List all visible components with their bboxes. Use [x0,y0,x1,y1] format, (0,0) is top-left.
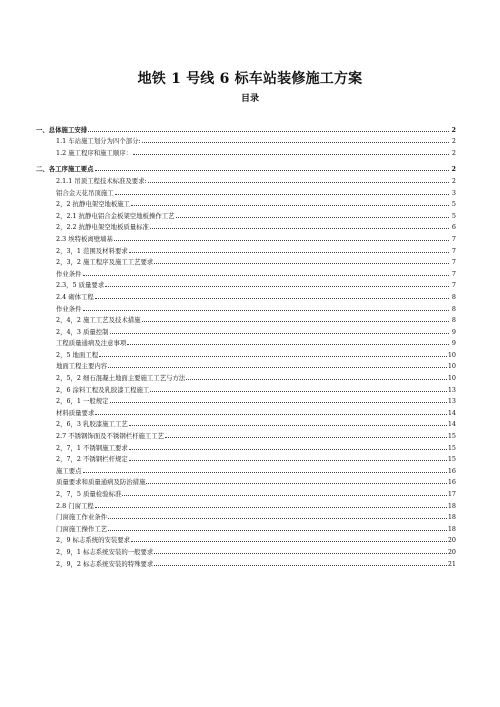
toc-entry[interactable] [36,231,456,243]
toc-entry-page: 16 [447,466,456,475]
toc-dot-leader [108,530,447,531]
toc-entry-page: 15 [447,443,456,452]
toc-entry[interactable] [36,324,456,336]
table-of-contents [36,122,456,568]
toc-entry-page: 7 [451,269,456,278]
toc-entry-title: 1.2 施工程序和施工顺序： [56,148,133,157]
toc-entry-page: 9 [451,339,456,348]
toc-dot-leader [165,437,447,438]
toc-dot-leader [186,379,447,380]
toc-entry-title: 2，6，3 乳胶漆施工工艺 [56,420,128,429]
toc-entry[interactable] [36,336,456,348]
toc-entry-page: 9 [451,327,456,336]
toc-entry-title: 2，5 地面工程 [56,350,99,359]
toc-entry[interactable] [36,313,456,325]
toc-dot-leader [148,182,449,183]
toc-entry-page: 16 [447,478,456,487]
toc-dot-leader [129,252,449,253]
toc-entry-title: 2.1.1 吊顶工程技术标准及要求: [56,176,147,185]
toc-dot-leader [127,344,449,345]
toc-entry[interactable] [36,498,456,510]
toc-entry-page: 20 [447,547,456,556]
toc-dot-leader [110,333,449,334]
toc-entry[interactable] [36,347,456,359]
toc-dot-leader [99,356,447,357]
toc-entry-title: 质量要求和质量通病及防治措施 [56,478,146,487]
toc-entry-title: 2，5，2 细石混凝土地面主要施工工艺与方法 [56,374,186,383]
toc-entry-page: 14 [447,408,456,417]
toc-entry[interactable] [36,122,456,134]
toc-dot-leader [122,495,447,496]
toc-entry-title: 2，9，2 标志系统安装的特殊要求 [56,559,154,568]
toc-dot-leader [129,449,447,450]
toc-entry-page: 10 [447,374,456,383]
toc-dot-leader [83,310,449,311]
toc-heading: 目录 [240,94,259,104]
toc-dot-leader [150,391,447,392]
toc-entry-title: 材料质量要求 [56,408,95,417]
toc-entry[interactable] [36,266,456,278]
toc-entry[interactable] [36,463,456,475]
toc-entry[interactable] [36,428,456,440]
toc-entry[interactable] [36,370,456,382]
toc-dot-leader [83,472,447,473]
toc-entry[interactable] [36,394,456,406]
toc-entry[interactable] [36,220,456,232]
toc-entry-page: 18 [447,513,456,522]
toc-entry-title: 2.3 埃特板离壁墙基 [56,234,113,243]
toc-dot-leader [114,240,449,241]
toc-dot-leader [129,425,447,426]
toc-entry-title: 2，3，2 施工程序及施工工艺要求 [56,258,154,267]
toc-entry[interactable] [36,173,456,185]
toc-dot-leader [105,286,449,287]
toc-entry-page: 8 [451,292,456,301]
toc-entry-page: 7 [451,258,456,267]
toc-entry-page: 18 [447,524,456,533]
toc-entry-title: 铝合金天花吊顶施工 [56,188,114,197]
toc-entry-title: 工程质量通病及注意事项 [56,339,127,348]
toc-entry-title: 作业条件 [56,304,82,313]
toc-dot-leader [95,298,449,299]
toc-dot-leader [150,228,449,229]
toc-entry-title: 2，4，2 施工工艺及技术措施 [56,316,141,325]
toc-entry-page: 8 [451,304,456,313]
toc-entry-title: 2，7，5 质量检验标准 [56,490,122,498]
toc-entry-title: 2，2 抗静电架空地板施工 [56,200,131,209]
toc-entry-title: 作业条件 [56,269,82,278]
toc-entry[interactable] [36,556,456,568]
toc-entry-title: 1.1 车站施工划分为四个部分: [56,137,141,146]
toc-entry-page: 5 [451,200,456,209]
toc-entry-title: 2，7，1 不锈钢施工要求 [56,443,128,452]
toc-entry[interactable] [36,382,456,394]
toc-entry-title: 2，6 涂料工程及乳胶漆工程施工 [56,385,150,394]
toc-dot-leader [146,483,446,484]
toc-entry-page: 2 [451,165,456,174]
toc-dot-leader [154,263,449,264]
toc-entry-page: 13 [447,397,456,406]
toc-entry-title: 地面工程主要内容 [56,362,108,371]
toc-entry[interactable] [36,521,456,533]
toc-dot-leader [95,507,447,508]
toc-entry[interactable] [36,475,456,487]
toc-entry[interactable] [36,301,456,313]
toc-entry-page: 2 [451,137,456,146]
toc-entry[interactable] [36,278,456,290]
toc-dot-leader [133,154,449,155]
toc-entry[interactable] [36,289,456,301]
toc-dot-leader [129,460,447,461]
toc-dot-leader [176,217,449,218]
toc-dot-leader [108,367,447,368]
toc-entry[interactable] [36,359,456,371]
toc-entry-title: 2.8 门窗工程 [56,501,94,510]
toc-entry[interactable] [36,208,456,220]
toc-entry-title: 一、总体施工安排 [36,125,88,134]
toc-entry-title: 2.4 砌体工程 [56,292,94,301]
toc-entry[interactable] [36,134,456,146]
toc-entry-page: 7 [451,281,456,290]
toc-entry-title: 2.7 不锈钢饰面及不锈钢栏杆施工工艺 [56,432,165,441]
toc-dot-leader [108,518,447,519]
toc-entry-title: 2，2.2 抗静电架空地板质量标准 [56,223,149,232]
toc-entry-title: 2，3，1 范围及材料要求 [56,246,128,255]
toc-entry-page: 2 [451,125,456,134]
toc-dot-leader [131,205,449,206]
toc-dot-leader [115,194,449,195]
toc-dot-leader [95,414,447,415]
toc-dot-leader [83,275,449,276]
toc-entry-page: 21 [447,559,456,568]
toc-entry-page: 7 [451,246,456,255]
toc-entry-title: 二、各工序施工要点 [36,165,94,174]
toc-entry[interactable] [36,185,456,197]
toc-entry-title: 2，9 标志系统的安装要求 [56,536,131,545]
toc-dot-leader [88,131,449,132]
toc-entry-title: 门窗施工操作工艺 [56,524,108,533]
toc-entry[interactable] [36,417,456,429]
toc-dot-leader [142,321,449,322]
toc-entry-title: 2，9，1 标志系统安装的一般要求 [56,547,154,556]
toc-entry[interactable] [36,544,456,556]
toc-entry[interactable] [36,510,456,522]
toc-entry-page: 3 [451,188,456,197]
toc-entry[interactable] [36,145,456,157]
toc-entry[interactable] [36,486,456,498]
toc-entry-title: 门窗施工作业条件 [56,513,108,522]
toc-entry[interactable] [36,243,456,255]
toc-entry-page: 10 [447,362,456,371]
toc-entry-title: 2，4，3 质量控制 [56,327,109,336]
toc-entry-page: 8 [451,316,456,325]
toc-dot-leader [110,402,447,403]
toc-entry-page: 14 [447,420,456,429]
toc-entry[interactable] [36,440,456,452]
toc-entry-page: 2 [451,148,456,157]
toc-dot-leader [154,565,447,566]
toc-dot-leader [131,541,447,542]
toc-entry-page: 7 [451,234,456,243]
toc-entry-page: 5 [451,211,456,220]
toc-entry-page: 17 [447,490,456,498]
toc-entry-title: 2，6，1 一般规定 [56,397,109,406]
toc-entry-page: 20 [447,536,456,545]
toc-entry-title: 2.3，5 质量要求 [56,281,105,290]
toc-entry[interactable] [36,533,456,545]
toc-entry[interactable] [36,162,456,174]
toc-dot-leader [95,170,449,171]
toc-dot-leader [154,553,447,554]
toc-entry[interactable] [36,197,456,209]
toc-entry[interactable] [36,452,456,464]
toc-entry-page: 10 [447,350,456,359]
toc-dot-leader [142,142,449,143]
toc-entry-title: 施工要点 [56,466,82,475]
toc-entry-title: 2，2.1 抗静电铝合金板架空地板操作工艺 [56,211,175,220]
toc-entry-title: 2，7，2 不锈钢栏杆规定 [56,455,128,464]
toc-entry-page: 6 [451,223,456,232]
toc-entry[interactable] [36,405,456,417]
toc-entry-page: 2 [451,176,456,185]
toc-entry-page: 15 [447,432,456,441]
toc-entry-page: 15 [447,455,456,464]
toc-entry-page: 18 [447,501,456,510]
toc-entry[interactable] [36,255,456,267]
document-title: 地铁 1 号线 6 标车站装修施工方案 [137,71,363,87]
toc-entry-page: 13 [447,385,456,394]
